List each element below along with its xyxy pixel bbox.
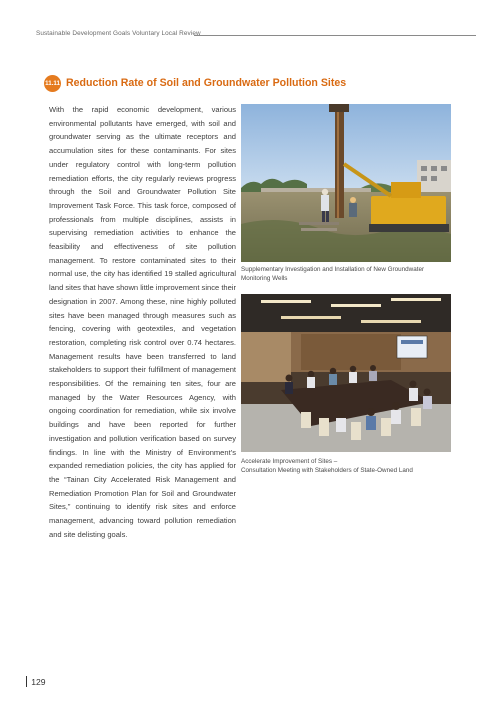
page-number-bar bbox=[26, 676, 27, 687]
header-rule bbox=[194, 35, 476, 36]
figure-caption-line: Consultation Meeting with Stakeholders of State-Owned Land bbox=[241, 467, 413, 475]
figure-caption: Supplementary Investigation and Installation of New Groundwater Monitoring Wells bbox=[241, 266, 425, 283]
page-number bbox=[26, 676, 46, 687]
page-number-text: 129 bbox=[31, 676, 46, 687]
meeting-room-photo bbox=[241, 294, 451, 452]
section-heading bbox=[44, 74, 346, 92]
figure-caption-line: Accelerate Improvement of Sites – bbox=[241, 458, 338, 465]
section-number-badge: 11.11 bbox=[44, 75, 61, 92]
body-paragraph: With the rapid economic development, various environmental pollutants have emerged, with soil and groundwater serving as the ultimate receptors and accumulation sites for these contaminants. For sites under regulatory control with long-term pollution remediation efforts, the city regularly reviews progress through the Soil and Groundwater Pollution Site Improvement Task Force. This task force, composed of professionals from multiple disciplines, assists in supervising remediation activities to enhance the feasibility and effectiveness of site pollution management. To restore contaminated sites to their normal use, the city has identified 19 stalled agricultural land sites that have shown little improvement since their designation in 2007. Among these, nine highly polluted sites have been managed through measures such as fencing, covering with geotextiles, and vegetation restoration, completing risk control over 0.74 hectares. Management results have been transferred to land stakeholders to support their fulfillment of management responsibilities. Of the remaining ten sites, four are managed by the Water Resources Agency, with ongoing coordination for remediation, while six involve buildings and have been reported for further investigation and pollution verification based on survey findings. In line with the Ministry of Environment’s expanded remediation policies, the city has applied for the “Tainan City Accelerated Risk Management and Remediation Promotion Plan for Soil and Groundwater Sites,” continuing to identify risk sites and enforce management, advancing toward pollution remediation and site delisting goals. bbox=[49, 105, 236, 539]
figure-caption bbox=[241, 457, 455, 475]
drilling-rig-photo bbox=[241, 104, 451, 262]
running-title: Sustainable Development Goals Voluntary Local Review bbox=[36, 30, 201, 37]
running-header bbox=[36, 30, 476, 42]
section-title: Reduction Rate of Soil and Groundwater Pollution Sites bbox=[66, 77, 347, 89]
